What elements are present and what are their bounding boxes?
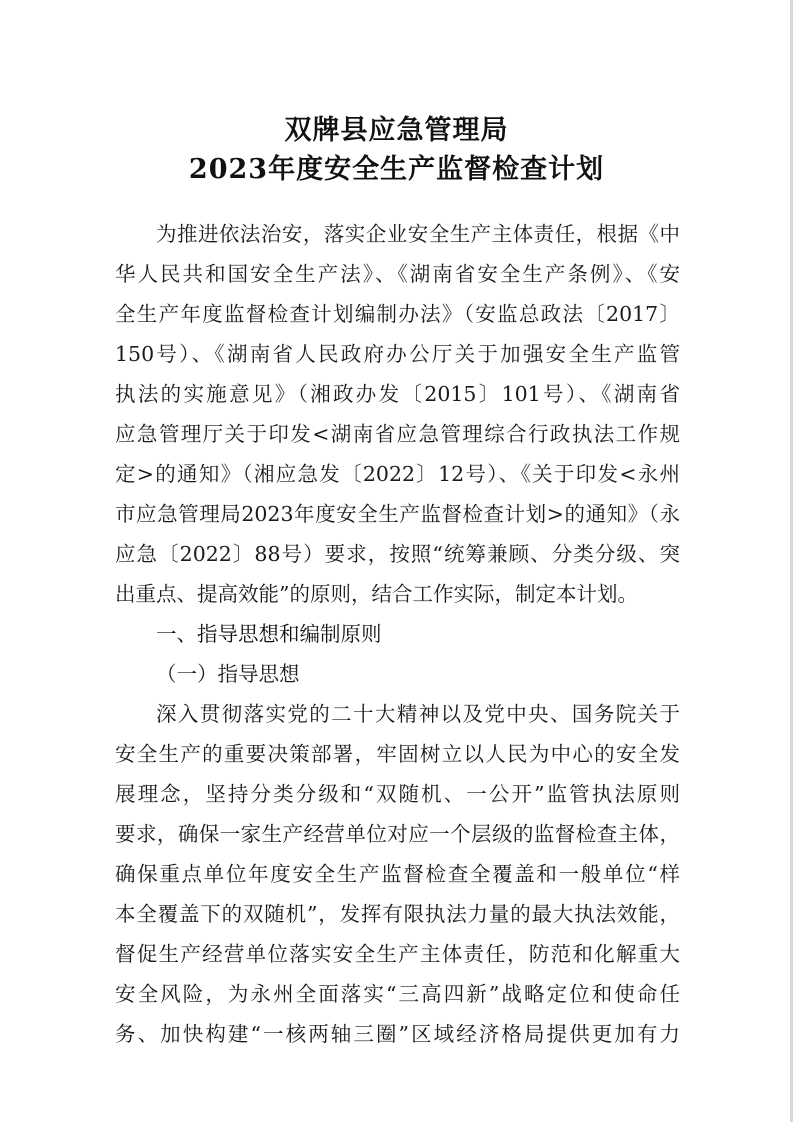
document-title-line-2: 2023年度安全生产监督检查计划 (188, 154, 605, 185)
section-heading: 一、指导思想和编制原则 (156, 622, 382, 646)
intro-line: 应急管理厅关于印发<湖南省应急管理综合行政执法工作规 (115, 422, 680, 446)
section-line: 安全生产的重要决策部署，牢固树立以人民为中心的安全发 (115, 742, 680, 766)
intro-line: 执法的实施意见》（湘政办发〔2015〕101号）、《湖南省 (115, 382, 680, 406)
intro-line: 150号）、《湖南省人民政府办公厅关于加强安全生产监管 (115, 342, 680, 366)
intro-line: 华人民共和国安全生产法》、《湖南省安全生产条例》、《安 (115, 262, 680, 286)
section-line: 督促生产经营单位落实安全生产主体责任，防范和化解重大 (115, 942, 680, 966)
intro-line: 应急〔2022〕88号）要求，按照“统筹兼顾、分类分级、突 (115, 542, 680, 566)
section-line: 本全覆盖下的双随机”，发挥有限执法力量的最大执法效能， (115, 902, 680, 926)
section-line: 展理念，坚持分类分级和“双随机、一公开”监管执法原则 (115, 782, 680, 806)
section-line: 务、加快构建“一核两轴三圈”区域经济格局提供更加有力 (115, 1022, 680, 1046)
intro-line: 为推进依法治安，落实企业安全生产主体责任，根据《中 (156, 222, 680, 246)
document-body (115, 214, 680, 1054)
subsection-heading: （一）指导思想 (156, 662, 300, 686)
intro-line: 全生产年度监督检查计划编制办法》（安监总政法〔2017〕 (115, 302, 680, 326)
intro-line: 定>的通知》（湘应急发〔2022〕12号）、《关于印发<永州 (115, 462, 680, 486)
section-line: 确保重点单位年度安全生产监督检查全覆盖和一般单位“样 (115, 862, 680, 886)
intro-line: 出重点、提高效能”的原则，结合工作实际，制定本计划。 (115, 582, 638, 606)
section-line: 深入贯彻落实党的二十大精神以及党中央、国务院关于 (156, 702, 680, 726)
intro-line: 市应急管理局2023年度安全生产监督检查计划>的通知》（永 (115, 502, 680, 526)
section-line: 要求，确保一家生产经营单位对应一个层级的监督检查主体， (115, 822, 680, 846)
document-title-line-1: 双牌县应急管理局 (284, 115, 509, 146)
section-line: 安全风险，为永州全面落实“三高四新”战略定位和使命任 (115, 982, 680, 1006)
